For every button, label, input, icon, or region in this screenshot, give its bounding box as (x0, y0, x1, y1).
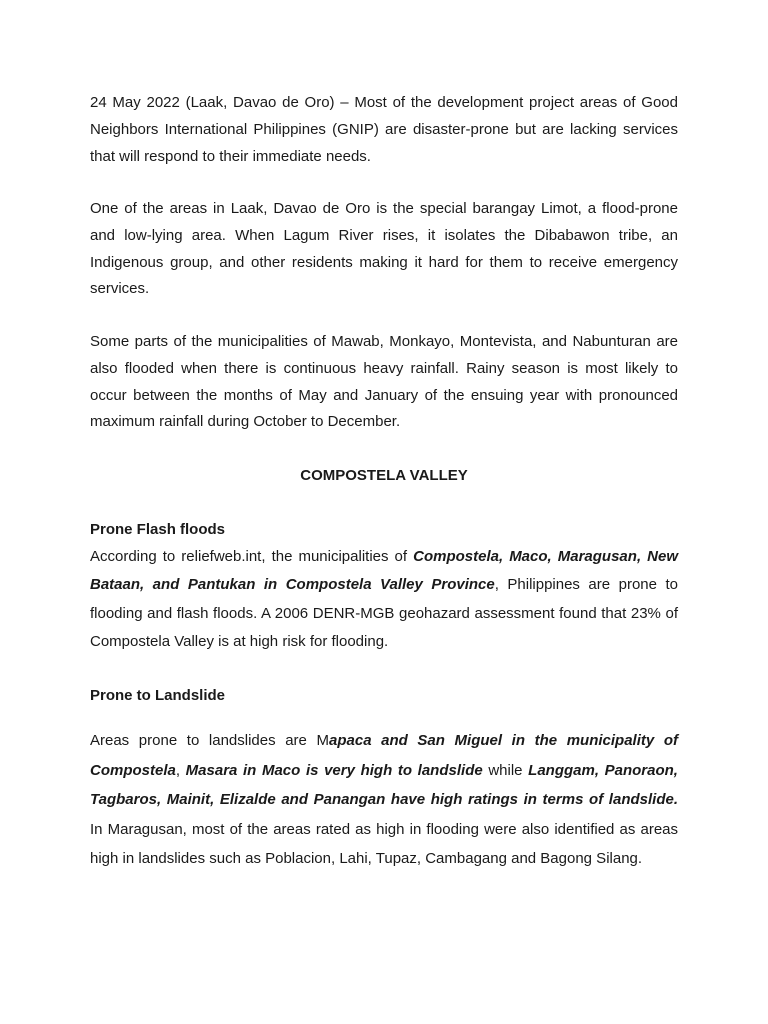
flash-floods-paragraph (90, 543, 678, 656)
landslide-text-2: , (175, 761, 186, 779)
landslide-emphasis-2: Masara in Maco is very high to landslide (185, 761, 483, 779)
landslide-text-4: In Maragusan, most of the areas rated as high in flooding were also identified as areas high in landslides such as Poblacion, Lahi, Tupaz, Cambagang and Bagong Silang. (90, 820, 678, 868)
landslide-emphasis-3: Langgam, Panoraon, Tagbaros, Mainit, Elizalde and Panangan have high ratings in terms of landslide. (90, 761, 678, 809)
intro-paragraph: 24 May 2022 (Laak, Davao de Oro) – Most of the development project areas of Good Neighbors International Philippines (GNIP) are disaster-prone but are lacking services that will respond to their immediate needs. (90, 94, 678, 165)
rainfall-paragraph: Some parts of the municipalities of Mawab, Monkayo, Montevista, and Nabunturan are also flooded when there is continuous heavy rainfall. Rainy season is most likely to occur between the months of May and January of the ensuing year with pronounced maximum rainfall during October to December. (90, 333, 678, 431)
landslide-paragraph (90, 726, 678, 874)
section-title: COMPOSTELA VALLEY (300, 467, 468, 484)
flash-floods-text-end: , Philippines are prone to flooding and flash floods. A 2006 DENR-MGB geohazard assessment found that 23% of Compostela Valley is at high risk for flooding. (90, 576, 678, 650)
limot-paragraph: One of the areas in Laak, Davao de Oro is the special barangay Limot, a flood-prone and low-lying area. When Lagum River rises, it isolates the Dibabawon tribe, an Indigenous group, and other residents making it hard for them to receive emergency services. (90, 200, 678, 298)
landslide-emphasis-1: apaca and San Miguel in the municipality of Compostela (90, 732, 678, 779)
flash-floods-heading: Prone Flash floods (90, 521, 226, 538)
landslide-heading: Prone to Landslide (90, 687, 226, 704)
flash-floods-emphasis: Compostela, Maco, Maragusan, New Bataan, and Pantukan in Compostela Valley Province (90, 548, 678, 594)
landslide-text-1: Areas prone to landslides are M (90, 732, 329, 749)
flash-floods-text-start: According to reliefweb.int, the municipalities of (90, 548, 414, 565)
landslide-text-3: while (482, 761, 529, 779)
